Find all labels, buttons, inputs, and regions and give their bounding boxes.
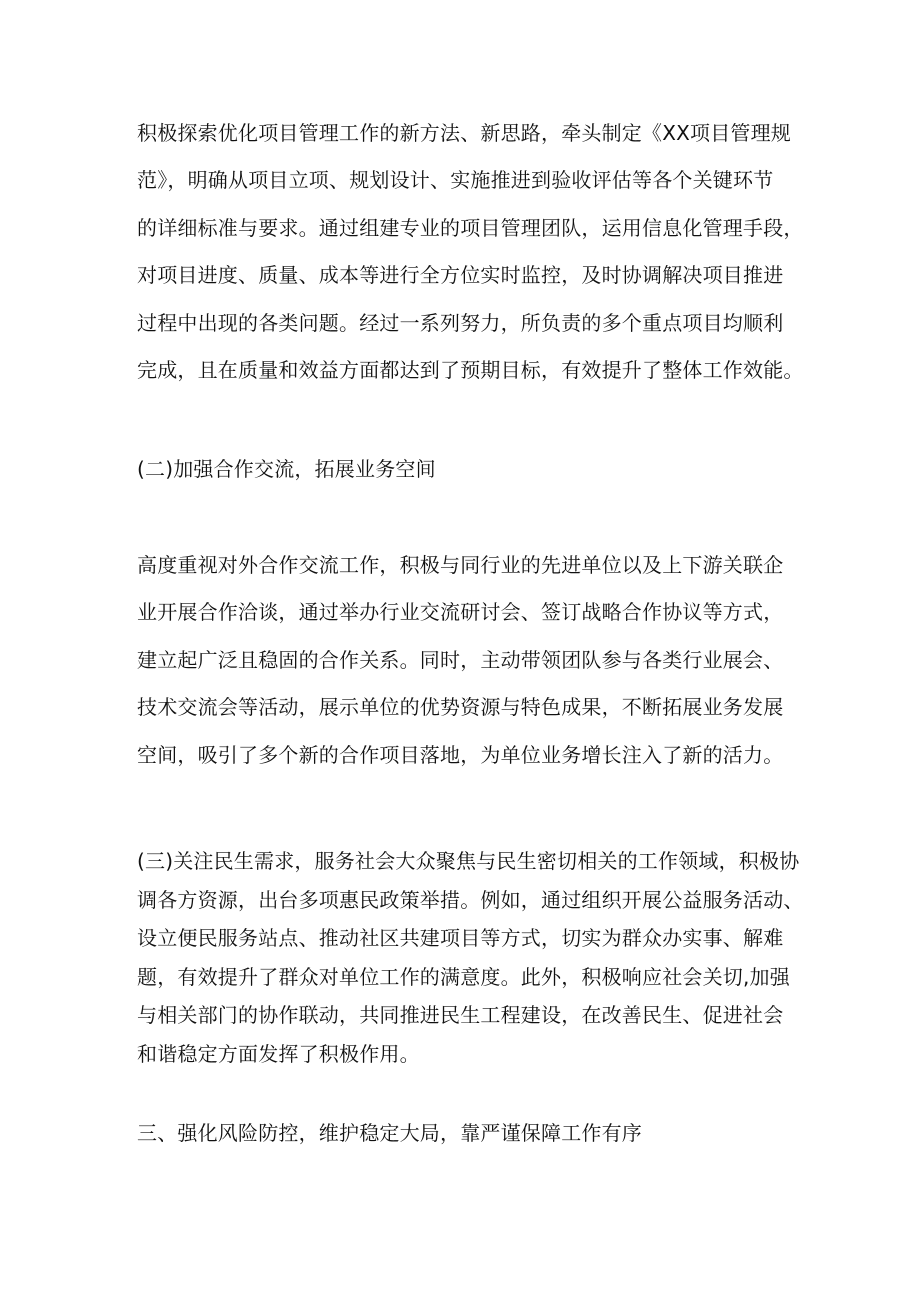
paragraph-line: 技术交流会等活动，展示单位的优势资源与特色成果，不断拓展业务发展: [137, 695, 784, 720]
paragraph-line: 积极探索优化项目管理工作的新方法、新思路，牵头制定《XX项目管理规: [137, 121, 792, 145]
paragraph-livelihood: [137, 842, 804, 1073]
paragraph-line: 建立起广泛且稳固的合作关系。同时，主动带领团队参与各类行业展会、: [137, 647, 784, 672]
paragraph-cooperation: [137, 542, 797, 779]
paragraph-line: 和谐稳定方面发挥了积极作用。: [137, 1041, 420, 1066]
paragraph-project-management: [137, 110, 804, 394]
paragraph-line: 业开展合作洽谈，通过举办行业交流研讨会、签订战略合作协议等方式，: [137, 600, 784, 625]
paragraph-line: 完成，且在质量和效益方面都达到了预期目标，有效提升了整体工作效能。: [137, 357, 804, 382]
paragraph-line: 设立便民服务站点、推动社区共建项目等方式，切实为群众办实事、解难: [137, 926, 784, 950]
section-heading: (二)加强合作交流，拓展业务空间: [137, 457, 436, 481]
section-heading-cooperation: [137, 454, 797, 484]
paragraph-line: 对项目进度、质量、成本等进行全方位实时监控，及时协调解决项目推进: [137, 263, 784, 288]
paragraph-line: 题，有效提升了群众对单位工作的满意度。此外，积极响应社会关切,加强: [137, 964, 790, 989]
paragraph-line: 调各方资源，出台多项惠民政策举措。例如，通过组织开展公益服务活动、: [137, 887, 804, 912]
paragraph-line: 空间，吸引了多个新的合作项目落地，为单位业务增长注入了新的活力。: [137, 742, 784, 767]
paragraph-line: 高度重视对外合作交流工作，积极与同行业的先进单位以及上下游关联企: [137, 553, 784, 577]
section-heading: 三、强化风险防控，维护稳定大局，靠严谨保障工作有序: [137, 1121, 642, 1145]
paragraph-line: 范》，明确从项目立项、规划设计、实施推进到验收评估等各个关键环节: [137, 168, 774, 193]
paragraph-line: 过程中出现的各类问题。经过一系列努力，所负责的多个重点项目均顺利: [137, 310, 784, 335]
paragraph-line: (三)关注民生需求，服务社会大众聚焦与民生密切相关的工作领域，积极协: [137, 849, 800, 873]
paragraph-line: 的详细标准与要求。通过组建专业的项目管理团队，运用信息化管理手段，: [137, 215, 804, 240]
section-heading-risk-control: [137, 1118, 797, 1148]
paragraph-line: 与相关部门的协作联动，共同推进民生工程建设，在改善民生、促进社会: [137, 1003, 784, 1027]
